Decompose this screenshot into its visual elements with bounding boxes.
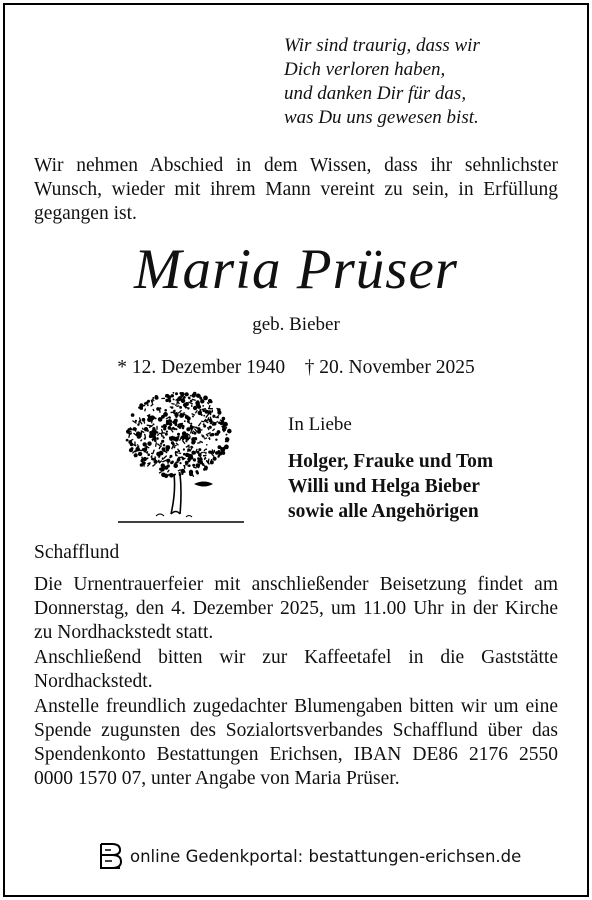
portal-link[interactable]: online Gedenkportal: bestattungen-erichsen.de bbox=[130, 846, 522, 866]
mourners-heading: In Liebe bbox=[288, 414, 352, 435]
birth-name: geb. Bieber bbox=[252, 314, 340, 335]
poem-line: und danken Dir für das, bbox=[284, 83, 467, 104]
life-dates: * 12. Dezember 1940 † 20. November 2025 bbox=[117, 357, 475, 378]
mourner-line: sowie alle Angehörigen bbox=[288, 501, 479, 522]
poem-line: Wir sind traurig, dass wir bbox=[284, 35, 480, 56]
paragraph: Die Urnentrauerfeier mit anschließender Beisetzung findet am Donnerstag, den 4. Dezember 2025, um 11.00 Uhr in der Kirche zu Nordhackstedt statt. bbox=[34, 574, 558, 643]
deceased-name: Maria Prüser bbox=[134, 238, 458, 301]
poem-line: was Du uns gewesen bist. bbox=[284, 107, 479, 128]
tree-canopy bbox=[126, 392, 232, 478]
mourners-list bbox=[288, 449, 493, 524]
service-details bbox=[34, 573, 558, 792]
mourner-line: Holger, Frauke und Tom bbox=[288, 451, 494, 472]
leaf-mark bbox=[194, 482, 213, 487]
eb-logo-icon bbox=[98, 842, 124, 870]
place-name: Schafflund bbox=[34, 542, 120, 563]
paragraph: Anschließend bitten wir zur Kaffeetafel in die Gaststätte Nordhackstedt. bbox=[34, 647, 558, 692]
poem-line: Dich verloren haben, bbox=[284, 59, 446, 80]
footer bbox=[98, 842, 521, 870]
paragraph: Anstelle freundlich zugedachter Blumengaben bitten wir um eine Spende zugunsten des Sozialortsverbandes Schafflund über das Spendenkonto Bestattungen Erichsen, IBAN DE86 2176 2550 0000 1570 07, unter Angabe von Maria Prüser. bbox=[34, 696, 558, 789]
intro-text: Wir nehmen Abschied in dem Wissen, dass ihr sehnlichster Wunsch, wieder mit ihrem Mann vereint zu sein, in Erfüllung gegangen ist. bbox=[34, 155, 558, 224]
poem bbox=[284, 34, 544, 130]
mourner-line: Willi und Helga Bieber bbox=[288, 476, 480, 497]
tree-icon bbox=[116, 388, 246, 528]
